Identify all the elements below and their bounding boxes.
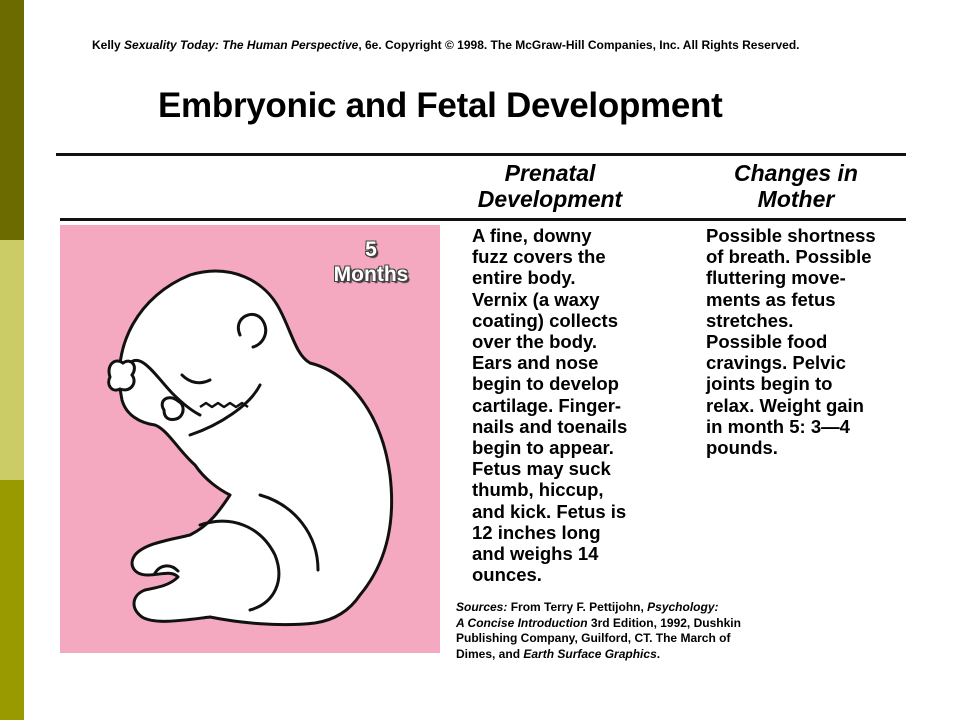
copyright-author: Kelly xyxy=(92,38,125,52)
prenatal-heading xyxy=(458,160,642,212)
sources-text-1: From Terry F. Pettijohn, xyxy=(507,600,648,614)
prenatal-line: coating) collects xyxy=(472,309,618,331)
mother-line: pounds. xyxy=(706,437,778,459)
mother-line: of breath. Possible xyxy=(706,246,872,268)
mother-line: joints begin to xyxy=(706,373,833,395)
mother-description xyxy=(706,225,906,458)
side-stripe-top xyxy=(0,0,24,240)
mother-line: in month 5: 3—4 xyxy=(706,415,850,437)
mother-heading-line2: Mother xyxy=(757,186,835,212)
prenatal-line: Fetus may suck xyxy=(472,458,611,480)
sources-book-1: Psychology: xyxy=(647,600,719,614)
sources-text-4: Dimes, and xyxy=(456,646,524,661)
prenatal-line: ounces. xyxy=(472,564,542,586)
top-divider xyxy=(56,153,906,156)
prenatal-line: thumb, hiccup, xyxy=(472,479,604,501)
mother-heading xyxy=(704,160,888,212)
copyright-notice: , 6e. Copyright © 1998. The McGraw-Hill Companies, Inc. All Rights Reserved. xyxy=(358,38,800,52)
prenatal-line: begin to develop xyxy=(472,373,619,395)
prenatal-line: cartilage. Finger- xyxy=(472,394,622,416)
month-number: 5 xyxy=(365,238,377,261)
prenatal-line: nails and toenails xyxy=(472,415,628,437)
prenatal-line: and weighs 14 xyxy=(472,543,599,565)
prenatal-line: fuzz covers the xyxy=(472,246,606,268)
page-title: Embryonic and Fetal Development xyxy=(158,86,723,125)
mother-line: ments as fetus xyxy=(706,288,836,310)
copyright-book-title: Sexuality Today: The Human Perspective xyxy=(124,38,359,52)
mother-line: stretches. xyxy=(706,309,794,331)
prenatal-heading-line1: Prenatal xyxy=(504,160,596,186)
prenatal-line: and kick. Fetus is xyxy=(472,500,627,522)
mother-heading-line1: Changes in xyxy=(734,160,858,186)
side-stripe-bottom xyxy=(0,480,24,720)
mother-line: cravings. Pelvic xyxy=(706,352,846,374)
sources-book-2: Earth Surface Graphics xyxy=(523,646,657,661)
month-label xyxy=(316,237,426,287)
mother-line: Possible food xyxy=(706,331,828,353)
prenatal-line: Ears and nose xyxy=(472,352,599,374)
header-divider xyxy=(60,218,906,221)
prenatal-description xyxy=(472,225,672,585)
mother-line: fluttering move- xyxy=(706,267,846,289)
sources-credit xyxy=(456,600,816,662)
fetus-illustration-panel xyxy=(60,225,440,653)
sources-text-2: 3rd Edition, 1992, Dushkin xyxy=(587,615,741,630)
mother-line: relax. Weight gain xyxy=(706,394,864,416)
sources-label: Sources: xyxy=(456,600,508,614)
side-stripe-middle xyxy=(0,240,24,480)
prenatal-heading-line2: Development xyxy=(477,186,623,212)
prenatal-line: over the body. xyxy=(472,331,598,353)
prenatal-line: entire body. xyxy=(472,267,576,289)
sources-book-1b: A Concise Introduction xyxy=(456,615,588,630)
prenatal-line: 12 inches long xyxy=(472,521,601,543)
mother-line: Possible shortness xyxy=(706,225,876,246)
sources-text-5: . xyxy=(656,646,661,661)
month-word: Months xyxy=(333,263,409,286)
prenatal-line: Vernix (a waxy xyxy=(472,288,600,310)
copyright-line xyxy=(92,38,912,52)
sources-text-3: Publishing Company, Guilford, CT. The March of xyxy=(456,631,731,645)
prenatal-line: begin to appear. xyxy=(472,437,614,459)
prenatal-line: A fine, downy xyxy=(472,225,592,246)
fetus-illustration-icon xyxy=(60,225,440,653)
